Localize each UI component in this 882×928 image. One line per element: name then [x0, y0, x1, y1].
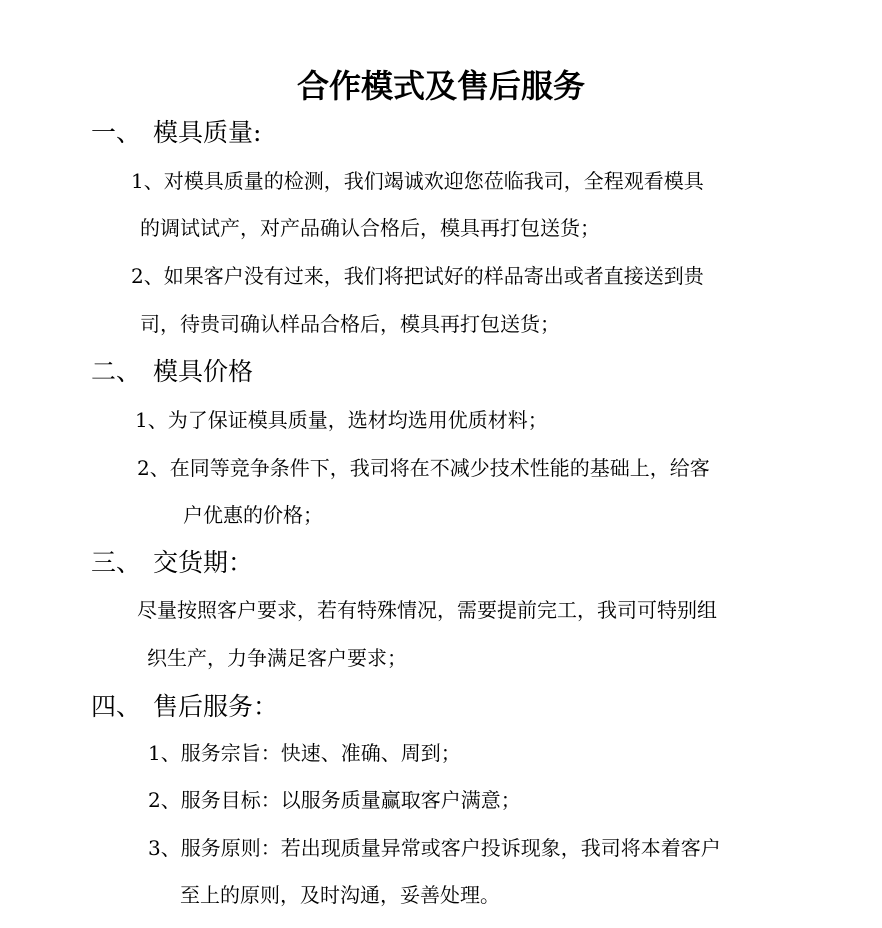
section-number: 二、 [91, 357, 142, 386]
section-title: 模具质量: [153, 118, 262, 147]
section-number: 一、 [91, 118, 142, 147]
paragraph-line: 2、在同等竞争条件下，我司将在不减少技术性能的基础上，给客 [137, 456, 710, 480]
paragraph-line: 2、如果客户没有过来，我们将把试好的样品寄出或者直接送到贵 [131, 264, 704, 288]
paragraph-line: 户优惠的价格； [183, 503, 323, 527]
paragraph-line: 1、为了保证模具质量，选材均选用优质材料； [135, 408, 548, 432]
section-title: 模具价格 [153, 357, 254, 386]
paragraph-line: 尽量按照客户要求，若有特殊情况，需要提前完工，我司可特别组 [137, 598, 717, 622]
section-heading-after-sales [91, 690, 278, 724]
paragraph-line: 3、服务原则：若出现质量异常或客户投诉现象，我司将本着客户 [148, 836, 721, 860]
paragraph-line: 1、服务宗旨：快速、准确、周到； [148, 741, 461, 765]
section-heading-quality [91, 116, 261, 150]
section-number: 三、 [91, 548, 142, 577]
section-number: 四、 [91, 692, 142, 721]
paragraph-line: 至上的原则，及时沟通，妥善处理。 [180, 883, 500, 907]
section-heading-delivery [91, 546, 253, 580]
section-heading-price [91, 355, 253, 389]
paragraph-line: 织生产，力争满足客户要求； [147, 646, 407, 670]
paragraph-line: 的调试试产，对产品确认合格后，模具再打包送货； [140, 216, 600, 240]
paragraph-line: 1、对模具质量的检测，我们竭诚欢迎您莅临我司，全程观看模具 [131, 169, 704, 193]
section-title: 售后服务： [153, 692, 279, 721]
section-title: 交货期： [153, 548, 254, 577]
paragraph-line: 2、服务目标：以服务质量赢取客户满意； [148, 788, 521, 812]
document-title: 合作模式及售后服务 [296, 67, 585, 105]
paragraph-line: 司，待贵司确认样品合格后，模具再打包送货； [140, 312, 560, 336]
